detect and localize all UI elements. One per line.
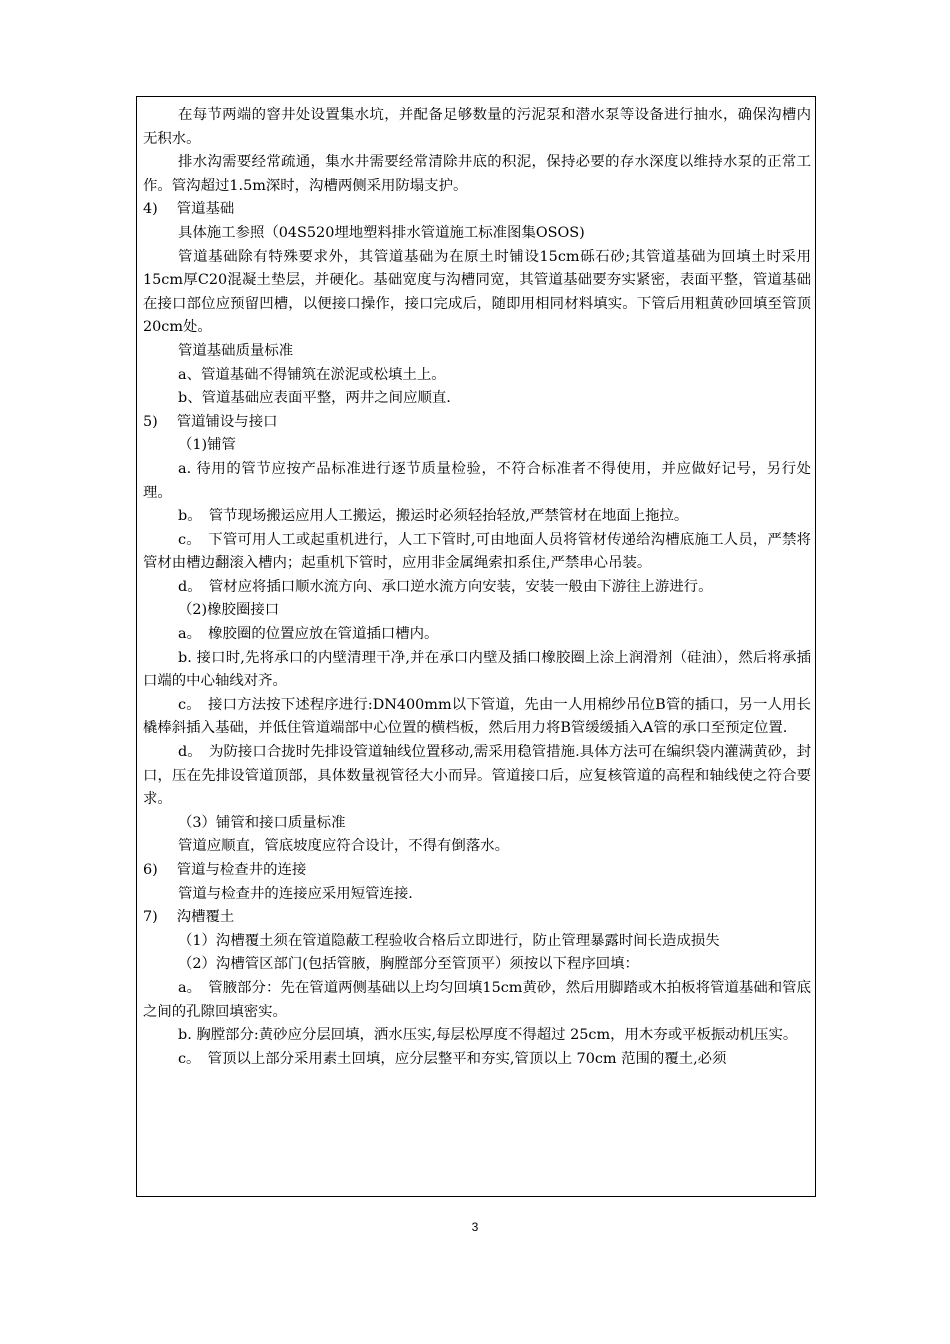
paragraph: b、管道基础应表面平整，两井之间应顺直. xyxy=(178,390,451,407)
paragraph: a。 橡胶圈的位置应放在管道插口槽内。 xyxy=(178,626,439,643)
paragraph: c。 接口方法按下述程序进行:DN400mm以下管道，先由一人用棉纱吊位B管的插口，另一人用长橇棒斜插入基础，并低住管道端部中心位置的横档板，然后用力将B管缓缓插入A管的承口至预定位置. xyxy=(143,696,811,737)
paragraph: a、管道基础不得铺筑在淤泥或松填土上。 xyxy=(178,366,446,383)
paragraph: （2）沟槽管区部门(包括管腋，胸膛部分至管顶平）须按以下程序回填： xyxy=(178,956,639,973)
content-frame xyxy=(136,96,816,1197)
paragraph: （2)橡胶圈接口 xyxy=(178,602,280,619)
body-text xyxy=(143,104,811,1071)
paragraph: c。 管顶以上部分采用素土回填，应分层整平和夯实,管顶以上 70cm 范围的覆土,必须 xyxy=(178,1050,727,1067)
paragraph: b. 胸膛部分:黄砂应分层回填，洒水压实,每层松厚度不得超过 25cm，用木夯或平板振动机压实。 xyxy=(178,1027,798,1044)
paragraph: 7) 沟槽覆土 xyxy=(143,909,235,926)
paragraph: 5) 管道铺设与接口 xyxy=(143,413,278,430)
paragraph: 管道应顺直，管底坡度应符合设计，不得有倒落水。 xyxy=(178,838,509,855)
paragraph: 管道基础质量标准 xyxy=(178,342,294,359)
paragraph: 在每节两端的窨井处设置集水坑，并配备足够数量的污泥泵和潜水泵等设备进行抽水，确保沟槽内无积水。 xyxy=(143,107,811,147)
paragraph: a. 待用的管节应按产品标准进行逐节质量检验，不符合标准者不得使用，并应做好记号，另行处理。 xyxy=(143,460,811,501)
paragraph: （1）沟槽覆土须在管道隐蔽工程验收合格后立即进行，防止管理暴露时间长造成损失 xyxy=(178,932,720,949)
paragraph: d。 为防接口合拢时先排设管道轴线位置移动,需采用稳管措施.具体方法可在编织袋内灌满黄砂，封口，压在先排设管道顶部，具体数量视管径大小而异。管道接口后，应复核管道的高程和轴线使之符合要求。 xyxy=(143,744,811,808)
paragraph: d。 管材应将插口顺水流方向、承口逆水流方向安装，安装一般由下游往上游进行。 xyxy=(178,578,713,595)
paragraph: 管道基础除有特殊要求外，其管道基础为在原土时铺设15cm砾石砂;其管道基础为回填土时采用15cm厚C20混凝土垫层，并硬化。基础宽度与沟槽同宽，其管道基础要夯实紧密，表面平整，管道基础在接口部位应预留凹槽，以便接口操作，接口完成后，随即用相同材料填实。下管后用粗黄砂回填至管顶20cm处。 xyxy=(143,248,811,336)
paragraph: a。 管腋部分：先在管道两侧基础以上均匀回填15cm黄砂，然后用脚踏或木拍板将管道基础和管底之间的孔隙回填密实。 xyxy=(143,979,811,1020)
page-number: 3 xyxy=(471,1220,479,1234)
paragraph: 具体施工参照（04S520埋地塑料排水管道施工标准图集OSOS) xyxy=(178,224,585,241)
paragraph: （1)铺管 xyxy=(178,437,236,454)
paragraph: 排水沟需要经常疏通，集水井需要经常清除井底的积泥，保持必要的存水深度以维持水泵的正常工作。管沟超过1.5m深时，沟槽两侧采用防塌支护。 xyxy=(143,154,811,194)
paragraph: b. 接口时,先将承口的内壁清理干净,并在承口内壁及插口橡胶圈上涂上润滑剂（硅油），然后将承插口端的中心轴线对齐。 xyxy=(143,649,811,690)
paragraph: 管道与检查井的连接应采用短管连接. xyxy=(178,885,413,902)
paragraph: 6) 管道与检查井的连接 xyxy=(143,862,307,878)
paragraph: 4) 管道基础 xyxy=(143,201,235,218)
paragraph: （3）铺管和接口质量标准 xyxy=(178,814,346,831)
paragraph: b。 管节现场搬运应用人工搬运，搬运时必须轻抬轻放,严禁管材在地面上拖拉。 xyxy=(178,508,689,525)
paragraph: c。 下管可用人工或起重机进行，人工下管时,可由地面人员将管材传递给沟槽底施工人员，严禁将管材由槽边翻滚入槽内；起重机下管时，应用非金属绳索扣系住,严禁串心吊装。 xyxy=(143,531,811,572)
